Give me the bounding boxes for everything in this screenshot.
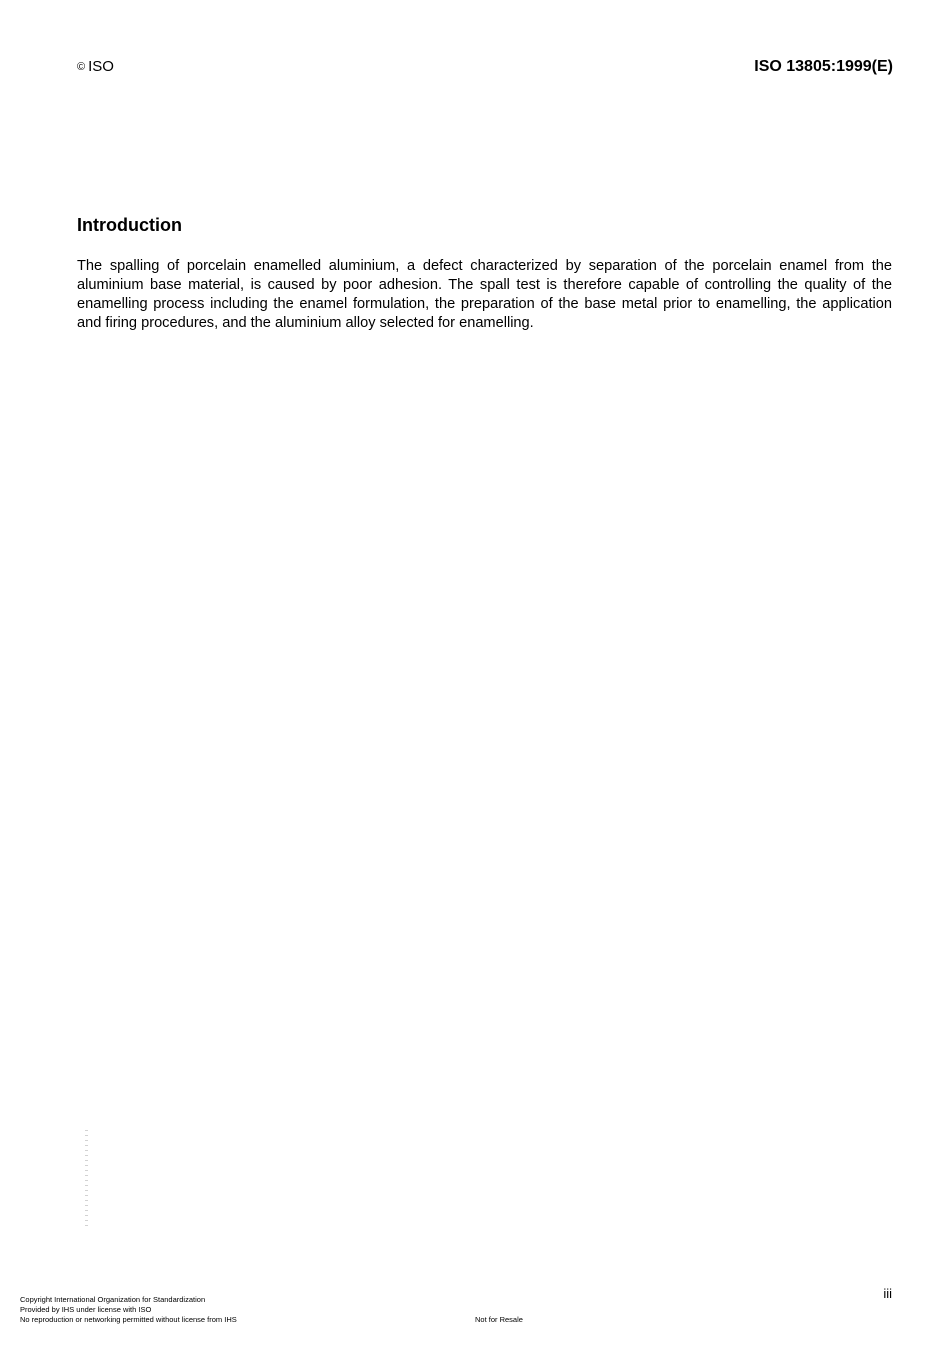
copyright-org: ISO bbox=[88, 58, 114, 75]
not-for-resale-notice: Not for Resale bbox=[475, 1315, 523, 1324]
vertical-watermark bbox=[85, 1130, 88, 1230]
footer-copyright-block bbox=[20, 1295, 237, 1325]
page-number: iii bbox=[883, 1286, 892, 1301]
footer-line: No reproduction or networking permitted without license from IHS bbox=[20, 1315, 237, 1324]
header-copyright bbox=[77, 58, 114, 76]
section-heading: Introduction bbox=[77, 215, 182, 235]
copyright-symbol: © bbox=[77, 61, 86, 73]
footer-line: Copyright International Organization for Standardization bbox=[20, 1295, 206, 1304]
intro-paragraph: The spalling of porcelain enamelled aluminium, a defect characterized by separation of the porcelain enamel from the aluminium base material, is caused by poor adhesion. The spall test is therefore capable of controlling the quality of the enamelling process including the enamel formulation, the preparation of the base metal prior to enamelling, the application and firing procedures, and the aluminium alloy selected for enamelling. bbox=[77, 258, 892, 331]
document-id: ISO 13805:1999(E) bbox=[754, 58, 893, 75]
footer-line: Provided by IHS under license with ISO bbox=[20, 1305, 152, 1314]
